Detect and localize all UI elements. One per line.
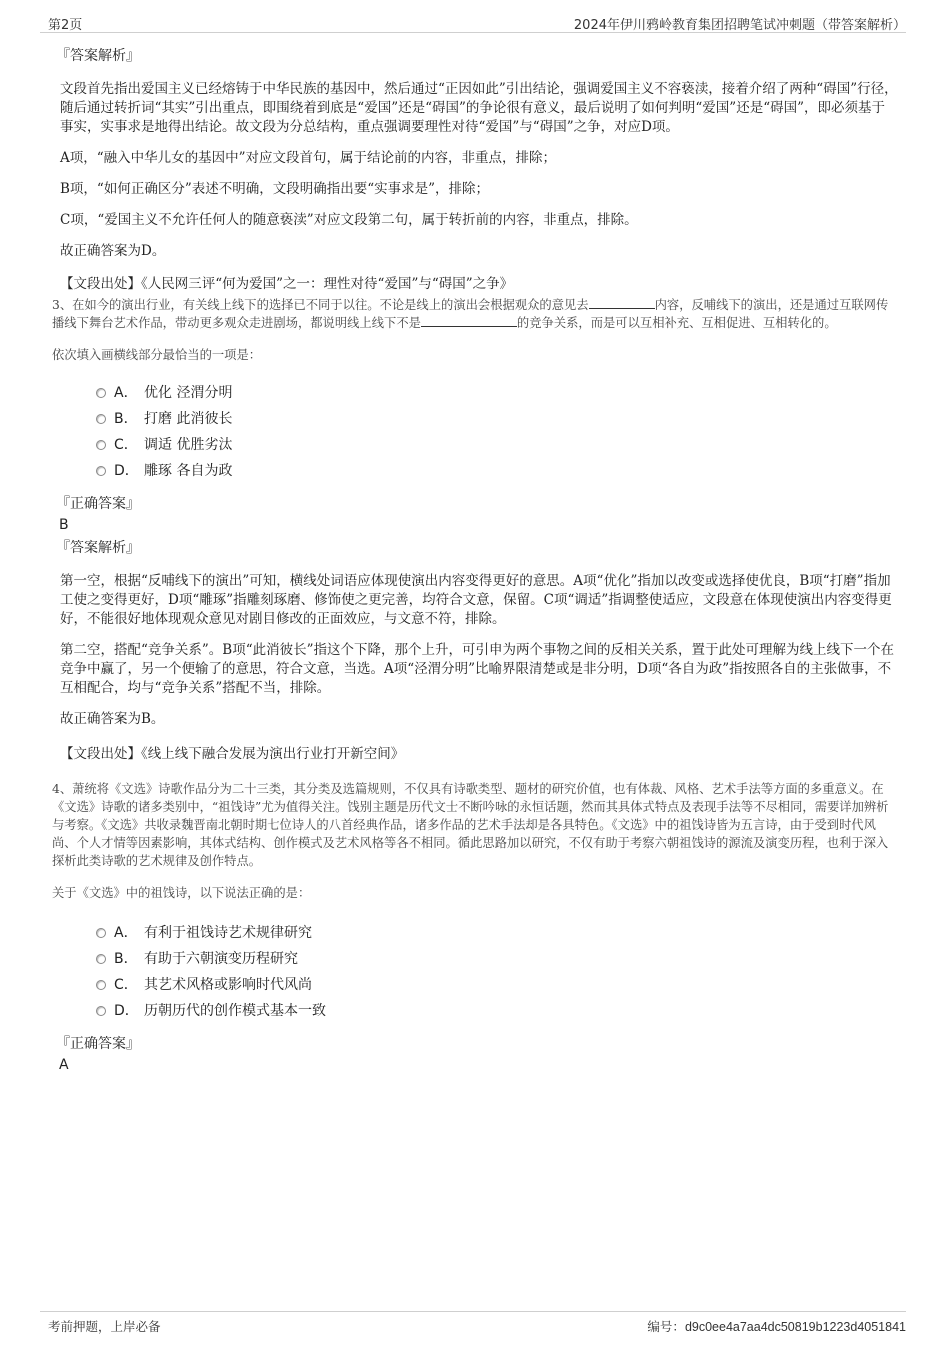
correct-answer: A: [59, 1057, 69, 1073]
option-d[interactable]: D． 历朝历代的创作模式基本一致: [96, 998, 898, 1024]
question-prompt: 依次填入画横线部分最恰当的一项是：: [52, 348, 262, 362]
document-code: 编号：d9c0ee4a7aa4dc50819b1223d4051841: [647, 1319, 906, 1334]
analysis-paragraph: A项，“融入中华儿女的基因中”对应文段首句，属于结论前的内容，非重点，排除；: [60, 150, 557, 166]
option-d[interactable]: D． 雕琢 各自为政: [96, 458, 898, 484]
document-title: 2024年伊川鸦岭教育集团招聘笔试冲刺题（带答案解析）: [573, 18, 906, 33]
radio-button[interactable]: [96, 388, 106, 398]
page-header: [40, 10, 906, 33]
fill-blank: [421, 314, 517, 327]
fill-blank: [589, 296, 655, 309]
analysis-paragraph: 文段首先指出爱国主义已经熔铸于中华民族的基因中，然后通过“正因如此”引出结论，强调爱国主义不容亵渎，接着介绍了两种“碍国”行径，随后通过转折词“其实”引出重点，即围绕着到底是“爱国”还是“碍国”的争论很有意义，最后说明了如何判明“爱国”还是“碍国”，即必须基于事实，实事求是地得出结论。故文段为分总结构，重点强调要理性对待“爱国”与“碍国”之争，对应D项。: [60, 81, 898, 135]
option-a[interactable]: A． 优化 泾渭分明: [96, 380, 898, 406]
option-list: [96, 920, 898, 1024]
option-b[interactable]: B． 打磨 此消彼长: [96, 406, 898, 432]
passage-source: 【文段出处】《人民网三评“何为爱国”之一：理性对待“爱国”与“碍国”之争》: [60, 276, 514, 292]
page-footer: [40, 1311, 906, 1336]
footer-slogan: 考前押题，上岸必备: [48, 1319, 161, 1334]
question-stem: 3、在如今的演出行业，有关线上线下的选择已不同于以往。不论是线上的演出会根据观众的意见去 内容，反哺线下的演出，还是通过互联网传播线下舞台艺术作品，带动更多观众走进剧场，都说明线上线下不是 的竞争关系，而是可以互相补充、互相促进、互相转化的。: [52, 298, 889, 330]
analysis-label: 『答案解析』: [56, 540, 140, 556]
page-number: 第2页: [48, 18, 83, 33]
analysis-paragraph: 故正确答案为D。: [60, 243, 166, 259]
option-a[interactable]: A． 有利于祖饯诗艺术规律研究: [96, 920, 898, 946]
passage-source: 【文段出处】《线上线下融合发展为演出行业打开新空间》: [60, 746, 405, 762]
radio-button[interactable]: [96, 466, 106, 476]
radio-button[interactable]: [96, 440, 106, 450]
question-prompt: 关于《文选》中的祖饯诗，以下说法正确的是：: [52, 886, 311, 900]
correct-answer-label: 『正确答案』: [56, 1036, 140, 1052]
correct-answer-label: 『正确答案』: [56, 496, 140, 512]
radio-button[interactable]: [96, 954, 106, 964]
analysis-paragraph: 第二空，搭配“竞争关系”。B项“此消彼长”指这个下降，那个上升，可引申为两个事物之间的反相关关系，置于此处可理解为线上线下一个在竞争中赢了，另一个便输了的意思，符合文意，当选。A项“泾渭分明”比喻界限清楚或是非分明，D项“各自为政”指按照各自的主张做事，不互相配合，均与“竞争关系”搭配不当，排除。: [60, 642, 895, 696]
radio-button[interactable]: [96, 1006, 106, 1016]
option-b[interactable]: B． 有助于六朝演变历程研究: [96, 946, 898, 972]
radio-button[interactable]: [96, 928, 106, 938]
option-list: [96, 380, 898, 484]
analysis-paragraph: 故正确答案为B。: [60, 711, 165, 727]
radio-button[interactable]: [96, 414, 106, 424]
analysis-paragraph: 第一空，根据“反哺线下的演出”可知，横线处词语应体现使演出内容变得更好的意思。A项“优化”指加以改变或选择使优良，B项“打磨”指加工使之变得更好，D项“雕琢”指雕刻琢磨、修饰使之更完善，均符合文意，保留。C项“调适”指调整使适应，文段意在体现使演出内容变得更好，不能很好地体现观众意见对剧目修改的正面效应，与文意不符，排除。: [60, 573, 892, 627]
analysis-label: 『答案解析』: [56, 48, 140, 64]
option-c[interactable]: C． 其艺术风格或影响时代风尚: [96, 972, 898, 998]
document-body: [52, 44, 898, 1078]
radio-button[interactable]: [96, 980, 106, 990]
analysis-paragraph: C项，“爱国主义不允许任何人的随意亵渎”对应文段第二句，属于转折前的内容，非重点，排除。: [60, 212, 638, 228]
analysis-paragraph: B项，“如何正确区分”表述不明确，文段明确指出要“实事求是”，排除；: [60, 181, 490, 197]
option-c[interactable]: C． 调适 优胜劣汰: [96, 432, 898, 458]
correct-answer: B: [59, 517, 69, 533]
question-stem: 4、萧统将《文选》诗歌作品分为二十三类，其分类及选篇规则，不仅具有诗歌类型、题材的研究价值，也有体裁、风格、艺术手法等方面的多重意义。在《文选》诗歌的诸多类别中，“祖饯诗”尤为值得关注。饯别主题是历代文士不断吟咏的永恒话题，然而其具体式特点及表现手法等不尽相同，需要详加辨析与考察。《文选》共收录魏晋南北朝时期七位诗人的八首经典作品，诸多作品的艺术手法却是各具特色。《文选》中的祖饯诗皆为五言诗，由于受到时代风尚、个人才情等因素影响，其体式结构、创作模式及艺术风格等各不相同。循此思路加以研究，不仅有助于考察六朝祖饯诗的源流及演变历程，也利于深入探析此类诗歌的艺术规律及创作特点。: [52, 782, 889, 868]
